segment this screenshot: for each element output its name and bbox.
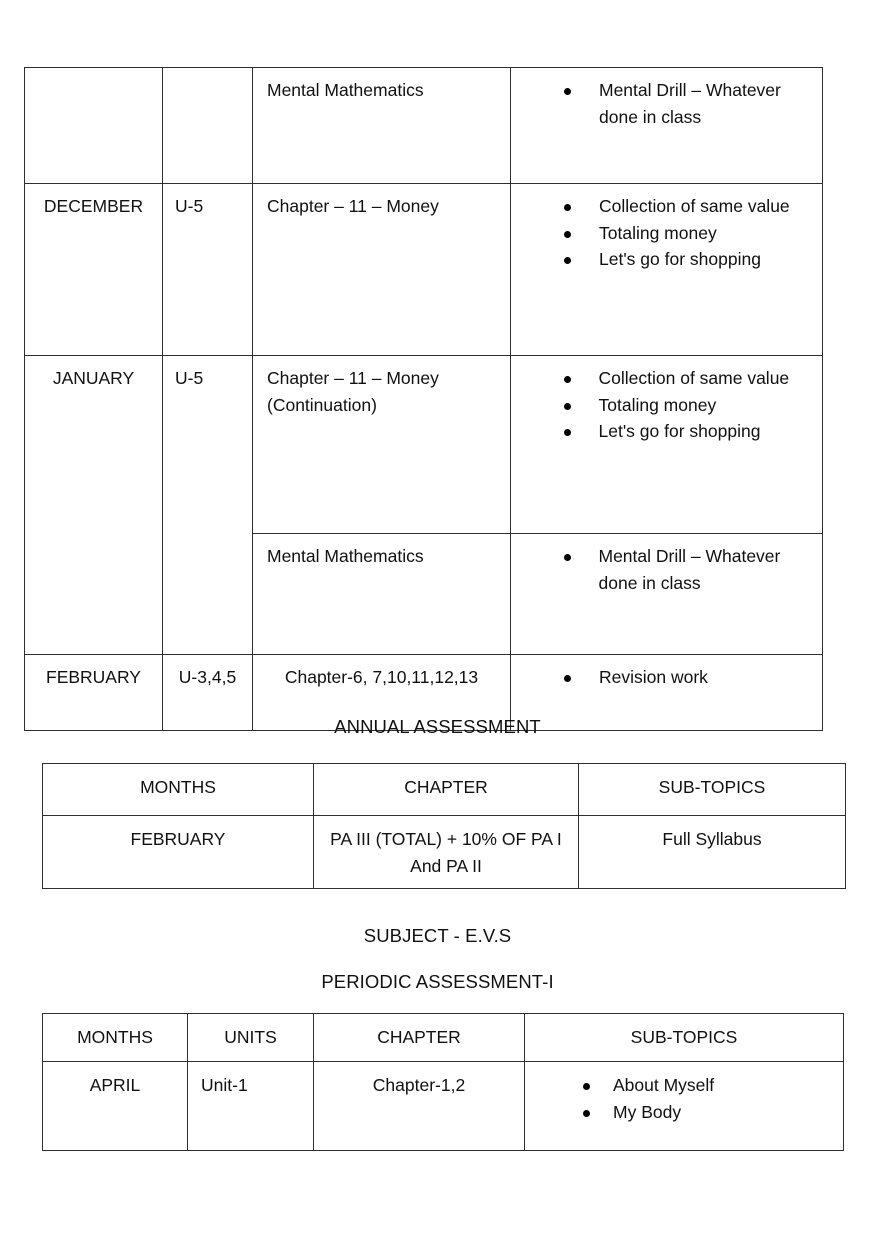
subject-heading: SUBJECT - E.V.S	[363, 925, 512, 946]
column-header-months: MONTHS	[43, 1014, 188, 1062]
cell-chapter: Chapter – 11 – Money (Continuation)	[253, 356, 510, 534]
subtopic-list	[511, 365, 817, 445]
cell-subtopics	[511, 68, 823, 184]
subtopic-list	[511, 664, 816, 691]
column-header-months: MONTHS	[43, 764, 314, 816]
list-item: Let's go for shopping	[511, 418, 817, 445]
cell-chapter: Mental Mathematics	[253, 534, 510, 655]
subtopic-list	[525, 1072, 838, 1125]
evs-periodic-assessment-table	[42, 1013, 844, 1151]
cell-months: APRIL	[43, 1062, 188, 1151]
annual-assessment-table	[42, 763, 846, 889]
table-row	[43, 1062, 844, 1151]
cell-subtopics-group	[511, 356, 823, 655]
column-header-subtopics: SUB-TOPICS	[525, 1014, 844, 1062]
cell-unit: U-5	[163, 184, 253, 356]
periodic-assessment-heading: PERIODIC ASSESSMENT-I	[321, 971, 554, 992]
table-header-row	[43, 1014, 844, 1062]
subtopic-list	[511, 77, 816, 130]
table-row	[25, 356, 823, 655]
cell-chapter-group	[253, 356, 511, 655]
list-item: Mental Drill – Whatever done in class	[511, 543, 817, 596]
list-item: Collection of same value	[511, 193, 816, 220]
list-item: Revision work	[511, 664, 816, 691]
cell-subtopics	[525, 1062, 844, 1151]
table-subrow	[253, 356, 510, 534]
cell-chapter: Mental Mathematics	[253, 68, 511, 184]
cell-unit: U-3,4,5	[163, 655, 253, 731]
cell-subtopics	[511, 534, 823, 655]
table-subrow	[511, 534, 823, 655]
list-item: Let's go for shopping	[511, 246, 816, 273]
table-subrow	[511, 356, 823, 534]
cell-chapter: PA III (TOTAL) + 10% OF PA I And PA II	[314, 816, 579, 889]
cell-unit	[163, 68, 253, 184]
table-subrow	[253, 534, 510, 655]
cell-chapter: Chapter – 11 – Money	[253, 184, 511, 356]
cell-month: DECEMBER	[25, 184, 163, 356]
list-item: About Myself	[525, 1072, 838, 1099]
cell-unit: U-5	[163, 356, 253, 655]
subtopic-subrows	[511, 356, 823, 654]
column-header-units: UNITS	[188, 1014, 314, 1062]
table-header-row	[43, 764, 846, 816]
cell-subtopics	[511, 184, 823, 356]
table-row	[43, 816, 846, 889]
cell-chapter: Chapter-6, 7,10,11,12,13	[253, 655, 511, 731]
subtopic-list	[511, 543, 817, 596]
table-row	[25, 184, 823, 356]
annual-assessment-heading: ANNUAL ASSESSMENT	[334, 716, 541, 737]
list-item: My Body	[525, 1099, 838, 1126]
cell-subtopics	[511, 356, 823, 534]
column-header-subtopics: SUB-TOPICS	[579, 764, 846, 816]
cell-chapter: Chapter-1,2	[314, 1062, 525, 1151]
cell-month: FEBRUARY	[25, 655, 163, 731]
list-item: Mental Drill – Whatever done in class	[511, 77, 816, 130]
column-header-chapter: CHAPTER	[314, 1014, 525, 1062]
list-item: Totaling money	[511, 220, 816, 247]
list-item: Totaling money	[511, 392, 817, 419]
subtopic-list	[511, 193, 816, 273]
cell-units: Unit-1	[188, 1062, 314, 1151]
list-item: Collection of same value	[511, 365, 817, 392]
chapter-subrows	[253, 356, 511, 654]
cell-month	[25, 68, 163, 184]
column-header-chapter: CHAPTER	[314, 764, 579, 816]
cell-subtopics: Full Syllabus	[579, 816, 846, 889]
cell-months: FEBRUARY	[43, 816, 314, 889]
syllabus-continuation-table	[24, 67, 823, 731]
table-row	[25, 68, 823, 184]
cell-month: JANUARY	[25, 356, 163, 655]
